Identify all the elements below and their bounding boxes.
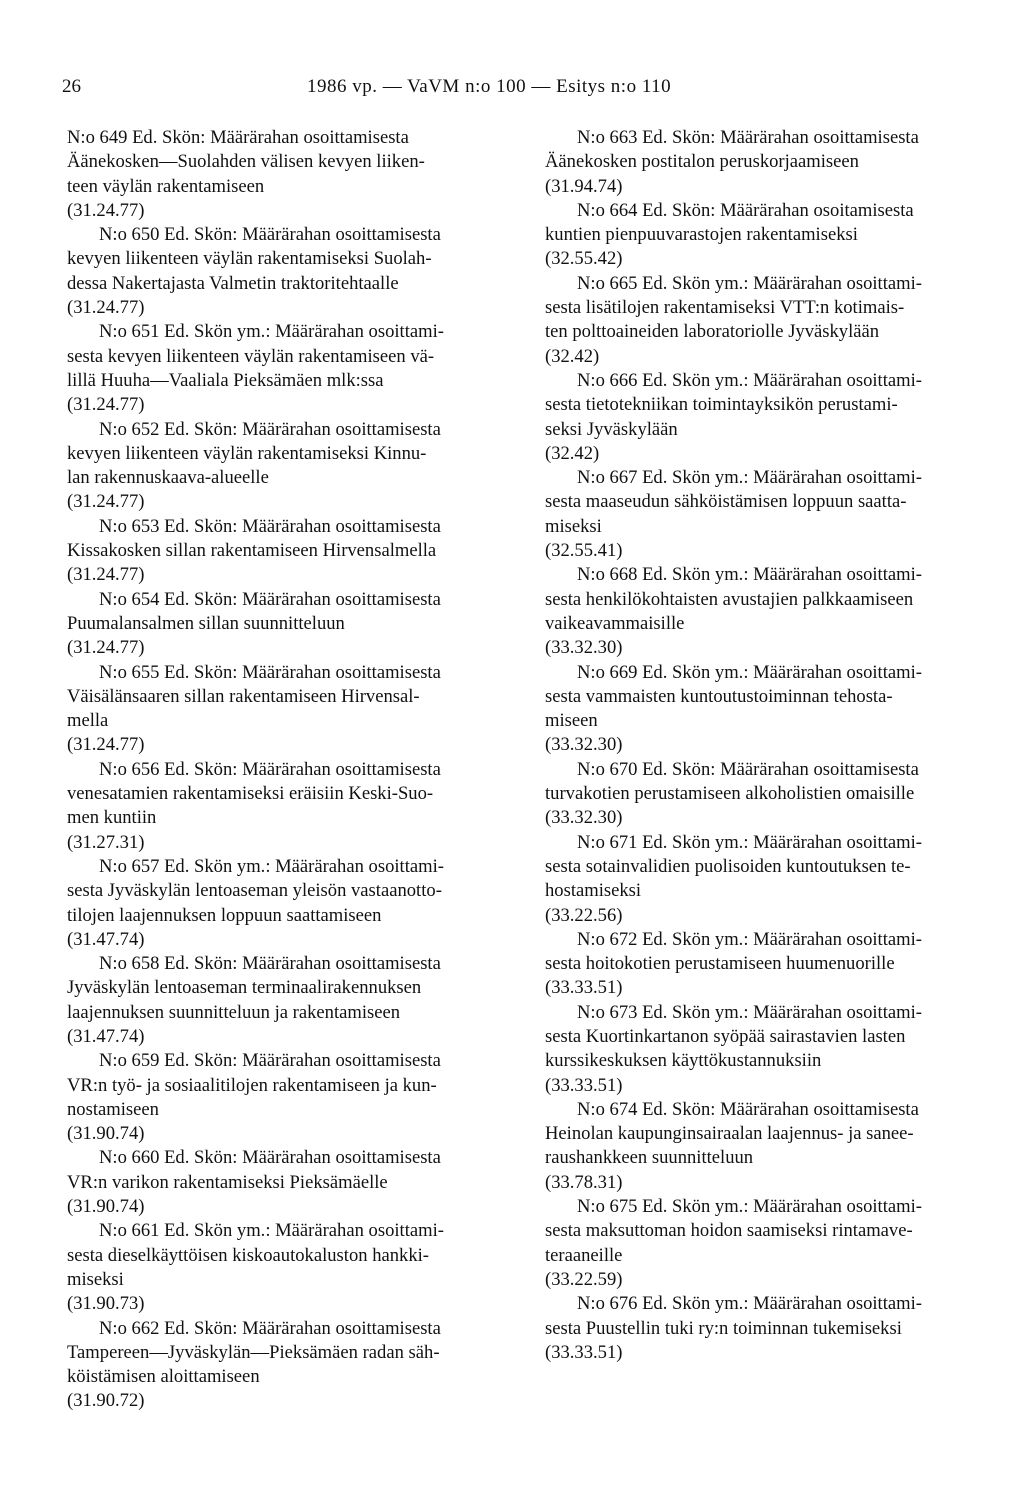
budget-code: (33.33.51) xyxy=(545,1074,623,1096)
budget-code: (33.32.30) xyxy=(545,807,623,829)
motion-heading-line: N:o 674 Ed. Skön: Määrärahan osoittamisesta xyxy=(577,1098,919,1120)
motion-text-line: sesta maaseudun sähköistämisen loppuun saatta- xyxy=(545,491,907,513)
motion-entry xyxy=(545,126,997,199)
motion-text-line: kevyen liikenteen väylän rakentamiseksi Kinnu- xyxy=(67,442,427,464)
budget-code: (33.33.51) xyxy=(545,1341,623,1363)
budget-code: (31.90.72) xyxy=(67,1390,145,1412)
motion-heading-line: N:o 667 Ed. Skön ym.: Määrärahan osoittami- xyxy=(577,467,922,489)
motion-entry xyxy=(545,272,997,369)
motion-text-line: vaikeavammaisille xyxy=(545,612,685,634)
budget-code: (33.33.51) xyxy=(545,977,623,999)
motion-text-line: mella xyxy=(67,710,109,732)
motion-entry xyxy=(545,563,997,660)
page-header xyxy=(62,76,962,106)
motion-entry xyxy=(67,661,517,758)
motion-heading-line: N:o 653 Ed. Skön: Määrärahan osoittamisesta xyxy=(99,515,441,537)
motion-entry xyxy=(67,1049,517,1146)
budget-code: (31.24.77) xyxy=(67,564,145,586)
motion-text-line: Jyväskylän lentoaseman terminaalirakennuksen xyxy=(67,977,422,999)
motion-heading-line: N:o 650 Ed. Skön: Määrärahan osoittamisesta xyxy=(99,224,441,246)
motion-text-line: miseksi xyxy=(67,1268,124,1290)
motion-entry xyxy=(67,1317,517,1414)
motion-heading-line: N:o 663 Ed. Skön: Määrärahan osoittamisesta xyxy=(577,127,919,148)
motion-text-line: miseksi xyxy=(545,515,602,537)
motion-entry xyxy=(545,1195,997,1292)
motion-text-line: sesta tietotekniikan toimintayksikön perustami- xyxy=(545,394,898,416)
motion-entry xyxy=(67,952,517,1049)
budget-code: (32.42) xyxy=(545,442,600,464)
motion-text-line: hostamiseksi xyxy=(545,880,642,902)
motion-entry xyxy=(67,1146,517,1219)
budget-code: (31.47.74) xyxy=(67,1025,145,1047)
budget-code: (33.22.56) xyxy=(545,904,623,926)
budget-code: (32.55.42) xyxy=(545,248,623,270)
motion-heading-line: N:o 660 Ed. Skön: Määrärahan osoittamisesta xyxy=(99,1147,441,1169)
motion-text-line: Äänekosken—Suolahden välisen kevyen liiken- xyxy=(67,151,425,173)
motion-text-line: sesta Jyväskylän lentoaseman yleisön vastaanotto- xyxy=(67,880,442,902)
motion-entry xyxy=(545,199,997,272)
motion-text-line: VR:n työ- ja sosiaalitilojen rakentamiseen ja kun- xyxy=(67,1074,437,1096)
motion-text-line: nostamiseen xyxy=(67,1098,159,1120)
motion-text-line: seksi Jyväskylään xyxy=(545,418,678,440)
running-title: 1986 vp. — VaVM n:o 100 — Esitys n:o 110 xyxy=(307,76,672,97)
motion-heading-line: N:o 671 Ed. Skön ym.: Määrärahan osoittami- xyxy=(577,831,922,853)
motion-heading-line: N:o 670 Ed. Skön: Määrärahan osoittamisesta xyxy=(577,758,919,780)
budget-code: (31.94.74) xyxy=(545,175,623,197)
motion-text-line: tilojen laajennuksen loppuun saattamiseen xyxy=(67,904,382,926)
budget-code: (33.32.30) xyxy=(545,734,623,756)
budget-code: (33.78.31) xyxy=(545,1171,623,1193)
motion-text-line: sesta dieselkäyttöisen kiskoautokaluston hankki- xyxy=(67,1244,429,1266)
motion-text-line: Puumalansalmen sillan suunnitteluun xyxy=(67,612,345,634)
motion-text-line: Äänekosken postitalon peruskorjaamiseen xyxy=(545,151,859,173)
motion-heading-line: N:o 656 Ed. Skön: Määrärahan osoittamisesta xyxy=(99,758,441,780)
motion-text-line: kuntien pienpuuvarastojen rakentamiseksi xyxy=(545,224,858,246)
motion-text-line: sesta maksuttoman hoidon saamiseksi rintamave- xyxy=(545,1220,913,1242)
motion-text-line: VR:n varikon rakentamiseksi Pieksämäelle xyxy=(67,1171,388,1193)
motion-text-line: lillä Huuha—Vaaliala Pieksämäen mlk:ssa xyxy=(67,369,384,391)
budget-code: (32.42) xyxy=(545,345,600,367)
motion-text-line: Väisälänsaaren sillan rakentamiseen Hirvensal- xyxy=(67,685,420,707)
motion-text-line: sesta lisätilojen rakentamiseksi VTT:n kotimais- xyxy=(545,297,905,319)
motion-heading-line: N:o 665 Ed. Skön ym.: Määrärahan osoittami- xyxy=(577,272,922,294)
motion-text-line: köistämisen aloittamiseen xyxy=(67,1366,260,1388)
motion-heading-line: N:o 655 Ed. Skön: Määrärahan osoittamisesta xyxy=(99,661,441,683)
motion-heading-line: N:o 675 Ed. Skön ym.: Määrärahan osoittami- xyxy=(577,1196,922,1218)
budget-code: (31.24.77) xyxy=(67,199,145,221)
motion-text-line: sesta henkilökohtaisten avustajien palkkaamiseen xyxy=(545,588,914,610)
motion-heading-line: N:o 666 Ed. Skön ym.: Määrärahan osoittami- xyxy=(577,369,922,391)
motion-heading-line: N:o 649 Ed. Skön: Määrärahan osoittamisesta xyxy=(67,127,409,148)
motion-entry xyxy=(545,1292,997,1365)
motion-text-line: sesta sotainvalidien puolisoiden kuntoutuksen te- xyxy=(545,855,911,877)
right-column xyxy=(545,126,997,1365)
motion-heading-line: N:o 673 Ed. Skön ym.: Määrärahan osoittami- xyxy=(577,1001,922,1023)
budget-code: (31.24.77) xyxy=(67,297,145,319)
motion-text-line: venesatamien rakentamiseksi eräisiin Keski-Suo- xyxy=(67,783,434,805)
motion-text-line: sesta Kuortinkartanon syöpää sairastavien lasten xyxy=(545,1025,906,1047)
budget-code: (31.24.77) xyxy=(67,734,145,756)
motion-heading-line: N:o 658 Ed. Skön: Määrärahan osoittamisesta xyxy=(99,953,441,975)
motion-entry xyxy=(545,1001,997,1098)
left-column xyxy=(67,126,517,1414)
motion-text-line: sesta hoitokotien perustamiseen huumenuorille xyxy=(545,953,895,975)
motion-text-line: dessa Nakertajasta Valmetin traktoritehtaalle xyxy=(67,272,399,294)
motion-entry xyxy=(67,126,517,223)
motion-text-line: laajennuksen suunnitteluun ja rakentamiseen xyxy=(67,1001,401,1023)
motion-text-line: teen väylän rakentamiseen xyxy=(67,175,265,197)
motion-entry xyxy=(67,418,517,515)
budget-code: (31.24.77) xyxy=(67,491,145,513)
motion-text-line: men kuntiin xyxy=(67,807,157,829)
motion-text-line: Kissakosken sillan rakentamiseen Hirvensalmella xyxy=(67,540,437,562)
motion-entry xyxy=(67,758,517,855)
motion-text-line: kevyen liikenteen väylän rakentamiseksi Suolah- xyxy=(67,248,432,270)
page-number: 26 xyxy=(62,76,81,97)
motion-text-line: sesta kevyen liikenteen väylän rakentamiseen vä- xyxy=(67,345,435,367)
motion-entry xyxy=(67,515,517,588)
motion-heading-line: N:o 657 Ed. Skön ym.: Määrärahan osoittami- xyxy=(99,855,444,877)
motion-heading-line: N:o 672 Ed. Skön ym.: Määrärahan osoittami- xyxy=(577,928,922,950)
motion-text-line: ten polttoaineiden laboratoriolle Jyväskylään xyxy=(545,321,880,343)
motion-heading-line: N:o 669 Ed. Skön ym.: Määrärahan osoittami- xyxy=(577,661,922,683)
motion-heading-line: N:o 652 Ed. Skön: Määrärahan osoittamisesta xyxy=(99,418,441,440)
motion-text-line: turvakotien perustamiseen alkoholistien omaisille xyxy=(545,783,915,805)
motion-heading-line: N:o 676 Ed. Skön ym.: Määrärahan osoittami- xyxy=(577,1293,922,1315)
motion-text-line: miseen xyxy=(545,710,598,732)
motion-entry xyxy=(545,466,997,563)
motion-heading-line: N:o 664 Ed. Skön: Määrärahan osoitamisesta xyxy=(577,199,914,221)
motion-entry xyxy=(545,1098,997,1195)
motion-heading-line: N:o 661 Ed. Skön ym.: Määrärahan osoittami- xyxy=(99,1220,444,1242)
motion-text-line: Tampereen—Jyväskylän—Pieksämäen radan säh- xyxy=(67,1341,440,1363)
motion-entry xyxy=(67,320,517,417)
motion-text-line: raushankkeen suunnitteluun xyxy=(545,1147,754,1169)
motion-heading-line: N:o 651 Ed. Skön ym.: Määrärahan osoittami- xyxy=(99,321,444,343)
motion-text-line: teraaneille xyxy=(545,1244,623,1266)
motion-entry xyxy=(545,369,997,466)
budget-code: (32.55.41) xyxy=(545,540,623,562)
budget-code: (31.27.31) xyxy=(67,831,145,853)
motion-entry xyxy=(67,588,517,661)
budget-code: (33.32.30) xyxy=(545,637,623,659)
budget-code: (33.22.59) xyxy=(545,1268,623,1290)
budget-code: (31.24.77) xyxy=(67,637,145,659)
motion-text-line: kurssikeskuksen käyttökustannuksiin xyxy=(545,1050,822,1072)
motion-entry xyxy=(67,223,517,320)
motion-entry xyxy=(67,1219,517,1316)
motion-text-line: lan rakennuskaava-alueelle xyxy=(67,467,269,489)
motion-text-line: Heinolan kaupunginsairaalan laajennus- ja sanee- xyxy=(545,1123,914,1145)
motion-entry xyxy=(545,661,997,758)
motion-entry xyxy=(545,928,997,1001)
budget-code: (31.90.74) xyxy=(67,1196,145,1218)
budget-code: (31.24.77) xyxy=(67,394,145,416)
motion-heading-line: N:o 668 Ed. Skön ym.: Määrärahan osoittami- xyxy=(577,564,922,586)
budget-code: (31.90.73) xyxy=(67,1293,145,1315)
motion-entry xyxy=(67,855,517,952)
motion-text-line: sesta vammaisten kuntoutustoiminnan tehosta- xyxy=(545,685,893,707)
motion-heading-line: N:o 662 Ed. Skön: Määrärahan osoittamisesta xyxy=(99,1317,441,1339)
budget-code: (31.47.74) xyxy=(67,928,145,950)
motion-heading-line: N:o 659 Ed. Skön: Määrärahan osoittamisesta xyxy=(99,1050,441,1072)
budget-code: (31.90.74) xyxy=(67,1123,145,1145)
motion-entry xyxy=(545,831,997,928)
motion-heading-line: N:o 654 Ed. Skön: Määrärahan osoittamisesta xyxy=(99,588,441,610)
motion-text-line: sesta Puustellin tuki ry:n toiminnan tukemiseksi xyxy=(545,1317,902,1339)
motion-entry xyxy=(545,758,997,831)
